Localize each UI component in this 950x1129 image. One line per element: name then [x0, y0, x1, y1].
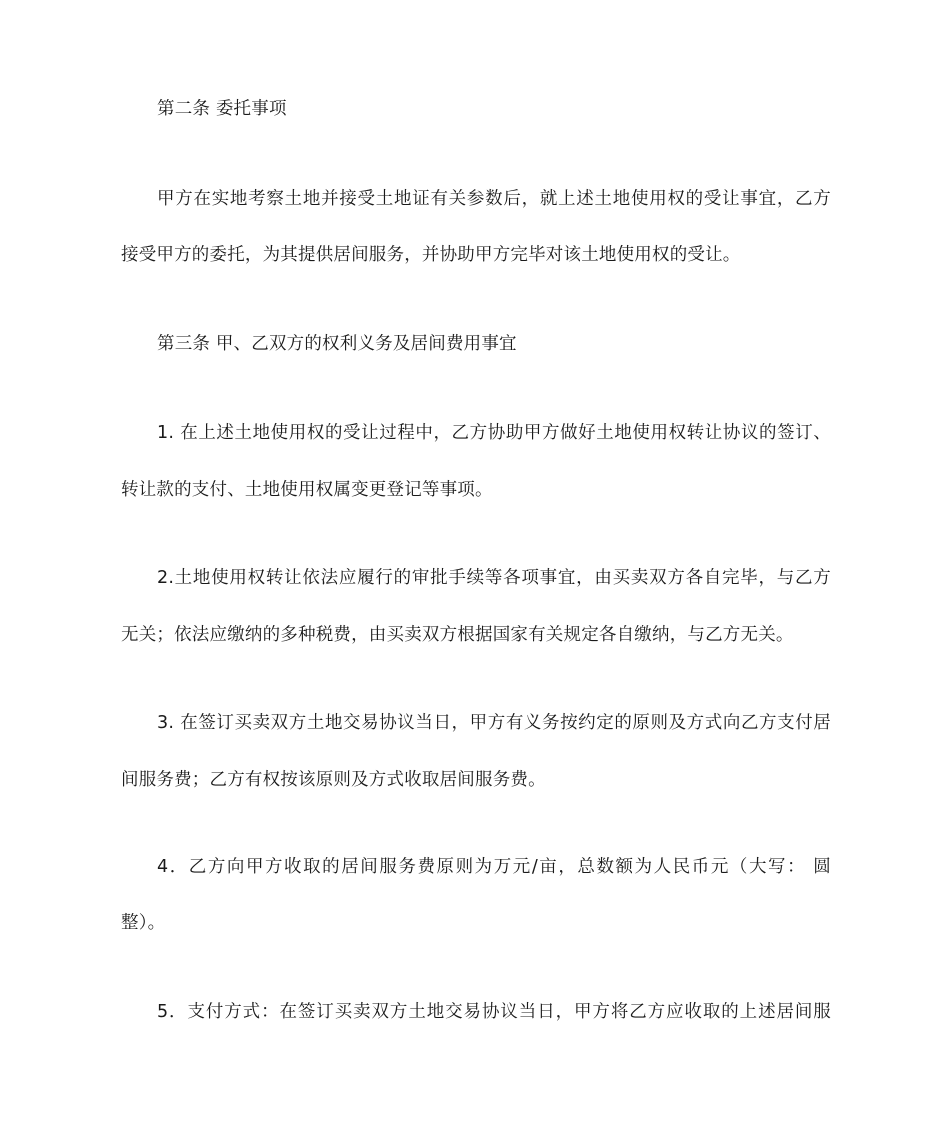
item-4-line-1: 4．乙方向甲方收取的居间服务费原则为万元/亩，总数额为人民币元（大写： 圆 — [157, 857, 831, 877]
item-4-line-2: 整）。 — [121, 913, 166, 933]
article-2-heading: 第二条 委托事项 — [157, 99, 287, 119]
item-3-line-1: 3. 在签订买卖双方土地交易协议当日，甲方有义务按约定的原则及方式向乙方支付居 — [157, 713, 831, 733]
item-1-line-2: 转让款的支付、土地使用权属变更登记等事项。 — [121, 480, 493, 500]
item-3-line-2: 间服务费；乙方有权按该原则及方式收取居间服务费。 — [121, 770, 546, 790]
item-5-line-1: 5．支付方式：在签订买卖双方土地交易协议当日，甲方将乙方应收取的上述居间服 — [157, 1002, 831, 1022]
article-2-paragraph-line-1: 甲方在实地考察土地并接受土地证有关参数后，就上述土地使用权的受让事宜，乙方 — [157, 189, 831, 209]
item-1-line-1: 1. 在上述土地使用权的受让过程中，乙方协助甲方做好土地使用权转让协议的签订、 — [157, 423, 831, 443]
article-2-paragraph-line-2: 接受甲方的委托，为其提供居间服务，并协助甲方完毕对该土地使用权的受让。 — [121, 245, 741, 265]
item-2-line-2: 无关；依法应缴纳的多种税费，由买卖双方根据国家有关规定各自缴纳，与乙方无关。 — [121, 625, 794, 645]
item-2-line-1: 2.土地使用权转让依法应履行的审批手续等各项事宜，由买卖双方各自完毕，与乙方 — [157, 568, 831, 588]
article-3-heading: 第三条 甲、乙双方的权利义务及居间费用事宜 — [157, 334, 517, 354]
